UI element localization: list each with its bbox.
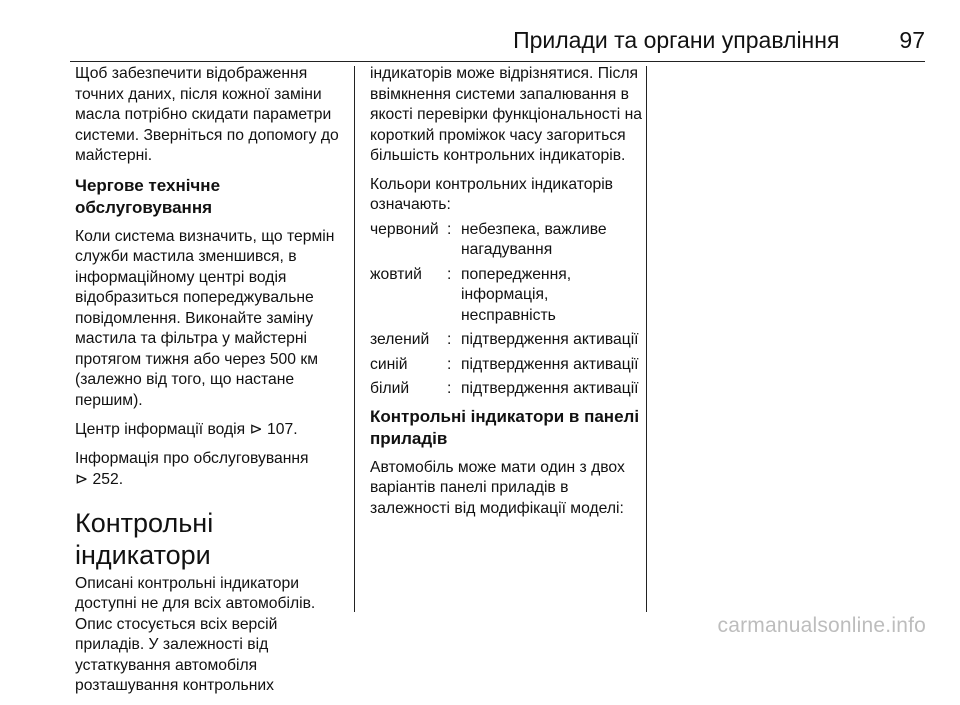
page-header (70, 26, 925, 54)
ref-text: Центр інформації водія (75, 421, 246, 438)
paragraph-colors-intro: Кольори контрольних індикаторів означають: (370, 175, 614, 213)
paragraph-indicators-intro: Описані контрольні індикатори доступні не для всіх автомобілів. Опис стосується всіх версій приладів. У залежності від устаткування автомобіля розташування контрольних (75, 574, 316, 694)
paragraph-service-warning: Коли система визначить, що термін служби мастила зменшився, в інформаційному центрі водія відобразиться попереджувальне повідомлення. Виконайте заміну мастила та фільтра у майстерні протягом тижня або через 500 км (залежно від того, що настане першим). (75, 227, 335, 409)
color-row-green (370, 330, 642, 351)
color-desc: підтвердження активації (461, 331, 639, 348)
header-rule (70, 61, 925, 62)
heading-instrument-panel-indicators: Контрольні індикатори в панелі приладів (370, 406, 640, 448)
left-column (75, 64, 349, 705)
page-number: 97 (899, 27, 925, 53)
color-colon: : (447, 355, 452, 373)
right-column (370, 64, 642, 527)
color-colon: : (447, 265, 452, 283)
color-name: зелений (370, 331, 430, 348)
color-colon: : (447, 331, 452, 348)
page-ref-link[interactable]: 107. (267, 421, 298, 438)
color-row-red (370, 220, 642, 261)
color-colon: : (447, 380, 452, 397)
column-divider-1 (354, 66, 355, 612)
color-row-white (370, 379, 642, 400)
color-desc: попередження, інформація, несправність (461, 265, 572, 324)
color-desc: небезпека, важливе нагадування (461, 220, 607, 258)
paragraph-panel-variants: Автомобіль може мати один з двох варіантів панелі приладів в залежності від модифікації моделі: (370, 458, 625, 517)
color-row-yellow (370, 265, 642, 327)
heading-warning-indicators: Контрольні індикатори (75, 507, 214, 570)
color-name: жовтий (370, 265, 422, 283)
paragraph-reset-info: Щоб забезпечити відображення точних даних, після кожної заміни масла потрібно скидати параметри системи. Зверніться по допомогу до майстерні. (75, 65, 339, 164)
heading-scheduled-service: Чергове технічне обслуговування (75, 175, 221, 217)
color-row-blue (370, 355, 642, 376)
paragraph-driver-info-ref (75, 419, 349, 441)
color-colon: : (447, 220, 452, 238)
page-title: Прилади та органи управління (513, 27, 840, 53)
reference-arrow-icon: ⊳ (249, 419, 263, 438)
color-meaning-list (370, 220, 642, 400)
reference-arrow-icon: ⊳ (75, 469, 89, 488)
color-name: синій (370, 355, 408, 373)
paragraph-indicators-continued: індикаторів може відрізнятися. Після ввімкнення системи запалювання в якості перевірки функціональності на короткий проміжок часу загориться більшість контрольних індикаторів. (370, 65, 642, 164)
color-desc: підтвердження активації (461, 355, 639, 373)
watermark-text: carmanualsonline.info (717, 614, 926, 637)
column-divider-2 (646, 66, 647, 612)
color-name: білий (370, 380, 410, 397)
color-desc: підтвердження активації (461, 380, 639, 397)
page-ref-link[interactable]: 252. (92, 471, 124, 488)
ref-text: Інформація про обслуговування (75, 449, 309, 467)
color-name: червоний (370, 220, 439, 238)
paragraph-service-info-ref (75, 449, 349, 491)
